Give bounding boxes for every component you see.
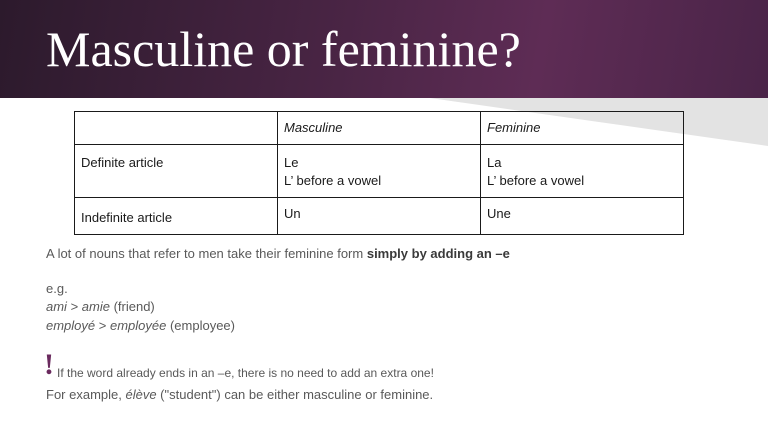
cell-definite-feminine <box>481 145 684 198</box>
example-2-before: For example, <box>46 387 126 402</box>
exclamation-icon: ! <box>44 348 54 381</box>
rule-paragraph <box>46 246 510 261</box>
table-row <box>75 145 684 198</box>
article-table <box>74 111 684 235</box>
example-sep: > <box>66 299 82 314</box>
cell-line: L’ before a vowel <box>284 173 382 188</box>
header-cell-feminine: Feminine <box>481 112 684 145</box>
cell-line: L’ before a vowel <box>487 173 585 188</box>
cell-definite-masculine <box>278 145 481 198</box>
example-from: ami <box>46 299 67 314</box>
row-label-indefinite: Indefinite article <box>75 198 278 235</box>
row-label-definite: Definite article <box>75 145 278 198</box>
example-to: amie <box>81 299 110 314</box>
example-2-word: élève <box>125 387 157 402</box>
example-2-after: ("student") can be either masculine or feminine. <box>156 387 434 402</box>
table-row <box>75 198 684 235</box>
slide-title: Masculine or feminine? <box>46 21 521 77</box>
cell-indefinite-masculine: Un <box>278 198 481 235</box>
example-sep: > <box>95 318 110 333</box>
rule-bold: simply by adding an –e <box>366 246 510 261</box>
example-gloss: (employee) <box>166 318 235 333</box>
note-text: If the word already ends in an –e, there is no need to add an extra one! <box>57 366 434 380</box>
example-from: employé <box>46 318 96 333</box>
cell-line: Le <box>284 155 299 170</box>
cell-line: La <box>487 155 502 170</box>
example-2-paragraph <box>46 387 433 402</box>
example-to: employée <box>109 318 167 333</box>
example-line-2 <box>46 318 235 333</box>
table-header-row <box>75 112 684 145</box>
header-cell-masculine: Masculine <box>278 112 481 145</box>
example-gloss: (friend) <box>109 299 155 314</box>
example-line-1 <box>46 299 155 314</box>
header-cell-empty <box>75 112 278 145</box>
rule-text: A lot of nouns that refer to men take their feminine form <box>46 246 367 261</box>
cell-indefinite-feminine: Une <box>481 198 684 235</box>
example-label: e.g. <box>46 281 68 296</box>
